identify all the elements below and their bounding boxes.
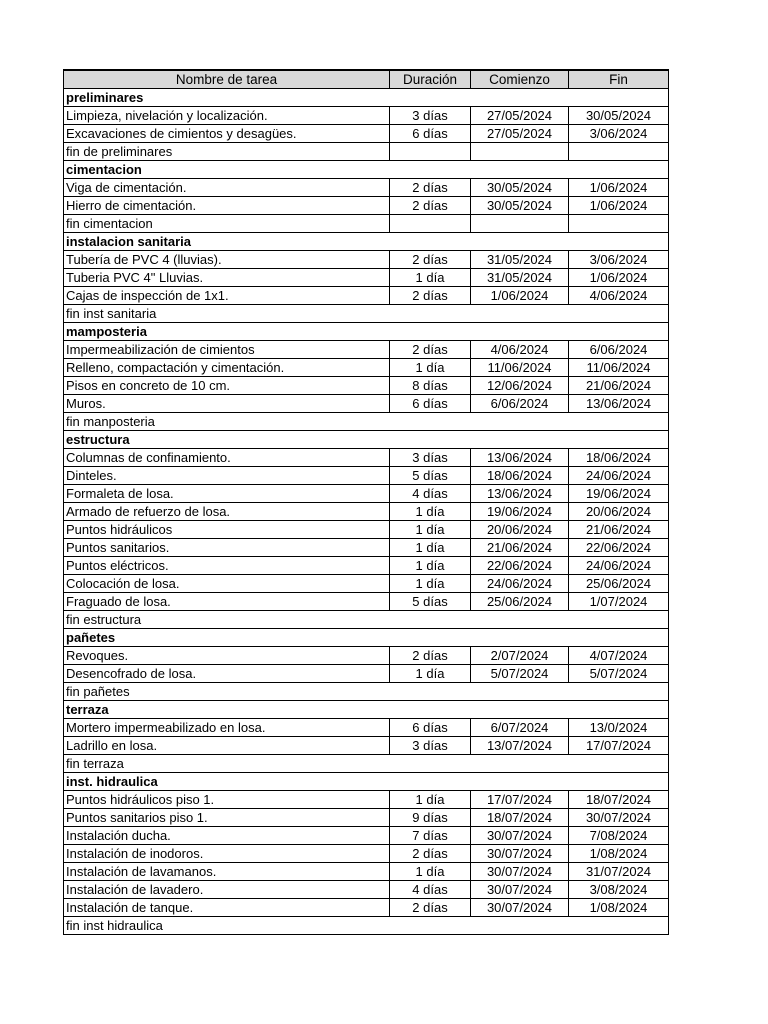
task-row (64, 647, 669, 665)
task-start-cell[interactable]: 18/06/2024 (471, 467, 569, 485)
task-duration-cell[interactable]: 1 día (390, 359, 471, 377)
task-name-cell[interactable]: Cajas de inspección de 1x1. (64, 287, 390, 305)
task-row (64, 359, 669, 377)
task-end-cell[interactable]: 18/06/2024 (569, 449, 669, 467)
section-end-row (64, 413, 669, 431)
task-start-cell[interactable]: 13/07/2024 (471, 737, 569, 755)
task-end-cell[interactable]: 1/08/2024 (569, 845, 669, 863)
task-duration-cell[interactable]: 6 días (390, 719, 471, 737)
task-name-cell[interactable]: Puntos sanitarios piso 1. (64, 809, 390, 827)
schedule-table (63, 69, 669, 935)
task-start-cell[interactable]: 19/06/2024 (471, 503, 569, 521)
task-start-cell[interactable]: 24/06/2024 (471, 575, 569, 593)
task-row (64, 341, 669, 359)
task-name-cell[interactable]: Instalación de lavamanos. (64, 863, 390, 881)
table-body (64, 89, 669, 935)
task-name-cell[interactable]: Instalación de inodoros. (64, 845, 390, 863)
task-duration-cell[interactable]: 2 días (390, 647, 471, 665)
task-row (64, 107, 669, 125)
task-name-cell[interactable]: Armado de refuerzo de losa. (64, 503, 390, 521)
task-name-cell[interactable]: Puntos hidráulicos (64, 521, 390, 539)
task-end-cell[interactable]: 21/06/2024 (569, 377, 669, 395)
task-name-cell[interactable]: Revoques. (64, 647, 390, 665)
task-duration-cell[interactable]: 4 días (390, 881, 471, 899)
section-title-cell[interactable]: mamposteria (64, 323, 669, 341)
task-duration-cell[interactable]: 3 días (390, 737, 471, 755)
task-end-cell[interactable]: 30/07/2024 (569, 809, 669, 827)
section-row (64, 89, 669, 107)
task-duration-cell[interactable]: 1 día (390, 863, 471, 881)
task-start-cell[interactable]: 31/05/2024 (471, 269, 569, 287)
task-end-cell[interactable]: 20/06/2024 (569, 503, 669, 521)
task-start-cell[interactable]: 17/07/2024 (471, 791, 569, 809)
empty-start-cell[interactable] (471, 215, 569, 233)
task-end-cell[interactable]: 13/06/2024 (569, 395, 669, 413)
task-row (64, 665, 669, 683)
task-name-cell[interactable]: Puntos eléctricos. (64, 557, 390, 575)
task-start-cell[interactable]: 30/05/2024 (471, 179, 569, 197)
task-start-cell[interactable]: 27/05/2024 (471, 125, 569, 143)
task-duration-cell[interactable]: 5 días (390, 593, 471, 611)
section-title-cell[interactable]: terraza (64, 701, 669, 719)
task-end-cell[interactable]: 4/06/2024 (569, 287, 669, 305)
task-duration-cell[interactable]: 2 días (390, 845, 471, 863)
task-name-cell[interactable]: Tubería de PVC 4 (lluvias). (64, 251, 390, 269)
task-start-cell[interactable]: 30/07/2024 (471, 899, 569, 917)
empty-duration-cell[interactable] (390, 143, 471, 161)
task-name-cell[interactable]: Excavaciones de cimientos y desagües. (64, 125, 390, 143)
task-row (64, 719, 669, 737)
task-duration-cell[interactable]: 1 día (390, 575, 471, 593)
section-end-cell[interactable]: fin inst hidraulica (64, 917, 669, 935)
task-duration-cell[interactable]: 2 días (390, 287, 471, 305)
task-row (64, 197, 669, 215)
task-name-cell[interactable]: Pisos en concreto de 10 cm. (64, 377, 390, 395)
task-start-cell[interactable]: 30/07/2024 (471, 827, 569, 845)
section-title-cell[interactable]: inst. hidraulica (64, 773, 669, 791)
task-name-cell[interactable]: Relleno, compactación y cimentación. (64, 359, 390, 377)
task-end-cell[interactable]: 11/06/2024 (569, 359, 669, 377)
section-end-row (64, 143, 669, 161)
header-row (64, 70, 669, 89)
task-start-cell[interactable]: 30/07/2024 (471, 881, 569, 899)
section-end-cell[interactable]: fin estructura (64, 611, 669, 629)
task-start-cell[interactable]: 30/07/2024 (471, 845, 569, 863)
task-start-cell[interactable]: 13/06/2024 (471, 449, 569, 467)
empty-end-cell[interactable] (569, 215, 669, 233)
task-start-cell[interactable]: 27/05/2024 (471, 107, 569, 125)
task-duration-cell[interactable]: 1 día (390, 791, 471, 809)
task-duration-cell[interactable]: 6 días (390, 395, 471, 413)
section-title-cell[interactable]: instalacion sanitaria (64, 233, 669, 251)
task-row (64, 287, 669, 305)
task-name-cell[interactable]: Viga de cimentación. (64, 179, 390, 197)
task-duration-cell[interactable]: 2 días (390, 197, 471, 215)
task-row (64, 575, 669, 593)
task-row (64, 737, 669, 755)
task-name-cell[interactable]: Hierro de cimentación. (64, 197, 390, 215)
task-row (64, 485, 669, 503)
task-end-cell[interactable]: 13/0/2024 (569, 719, 669, 737)
header-duration[interactable]: Duración (390, 70, 471, 89)
task-end-cell[interactable]: 22/06/2024 (569, 539, 669, 557)
task-row (64, 791, 669, 809)
section-end-cell[interactable]: fin inst sanitaria (64, 305, 669, 323)
task-start-cell[interactable]: 30/05/2024 (471, 197, 569, 215)
task-start-cell[interactable]: 25/06/2024 (471, 593, 569, 611)
task-duration-cell[interactable]: 1 día (390, 557, 471, 575)
task-name-cell[interactable]: Muros. (64, 395, 390, 413)
section-row (64, 629, 669, 647)
task-end-cell[interactable]: 18/07/2024 (569, 791, 669, 809)
task-row (64, 269, 669, 287)
task-row (64, 845, 669, 863)
task-row (64, 395, 669, 413)
header-start[interactable]: Comienzo (471, 70, 569, 89)
task-end-cell[interactable]: 6/06/2024 (569, 341, 669, 359)
task-end-cell[interactable]: 21/06/2024 (569, 521, 669, 539)
task-duration-cell[interactable]: 8 días (390, 377, 471, 395)
task-start-cell[interactable]: 18/07/2024 (471, 809, 569, 827)
task-end-cell[interactable]: 30/05/2024 (569, 107, 669, 125)
task-row (64, 449, 669, 467)
task-start-cell[interactable]: 22/06/2024 (471, 557, 569, 575)
task-duration-cell[interactable]: 1 día (390, 521, 471, 539)
task-name-cell[interactable]: Puntos hidráulicos piso 1. (64, 791, 390, 809)
task-name-cell[interactable]: Formaleta de losa. (64, 485, 390, 503)
task-name-cell[interactable]: Instalación de tanque. (64, 899, 390, 917)
task-row (64, 521, 669, 539)
task-start-cell[interactable]: 5/07/2024 (471, 665, 569, 683)
task-start-cell[interactable]: 30/07/2024 (471, 863, 569, 881)
task-end-cell[interactable]: 1/06/2024 (569, 269, 669, 287)
task-row (64, 593, 669, 611)
task-duration-cell[interactable]: 2 días (390, 341, 471, 359)
task-duration-cell[interactable]: 2 días (390, 179, 471, 197)
section-row (64, 161, 669, 179)
task-end-cell[interactable]: 19/06/2024 (569, 485, 669, 503)
task-row (64, 377, 669, 395)
task-start-cell[interactable]: 4/06/2024 (471, 341, 569, 359)
section-end-row (64, 305, 669, 323)
task-duration-cell[interactable]: 1 día (390, 665, 471, 683)
task-name-cell[interactable]: Mortero impermeabilizado en losa. (64, 719, 390, 737)
section-end-row (64, 611, 669, 629)
task-start-cell[interactable]: 11/06/2024 (471, 359, 569, 377)
section-end-cell[interactable]: fin manposteria (64, 413, 669, 431)
task-row (64, 809, 669, 827)
task-row (64, 539, 669, 557)
section-end-row (64, 755, 669, 773)
section-title-cell[interactable]: estructura (64, 431, 669, 449)
task-duration-cell[interactable]: 2 días (390, 899, 471, 917)
task-end-cell[interactable]: 24/06/2024 (569, 557, 669, 575)
task-name-cell[interactable]: Instalación ducha. (64, 827, 390, 845)
task-row (64, 251, 669, 269)
task-name-cell[interactable]: Colocación de losa. (64, 575, 390, 593)
section-row (64, 773, 669, 791)
task-end-cell[interactable]: 3/06/2024 (569, 251, 669, 269)
task-end-cell[interactable]: 3/06/2024 (569, 125, 669, 143)
task-row (64, 863, 669, 881)
task-row (64, 179, 669, 197)
task-start-cell[interactable]: 6/07/2024 (471, 719, 569, 737)
section-row (64, 701, 669, 719)
task-start-cell[interactable]: 12/06/2024 (471, 377, 569, 395)
section-end-row (64, 683, 669, 701)
task-name-cell[interactable]: Impermeabilización de cimientos (64, 341, 390, 359)
task-duration-cell[interactable]: 3 días (390, 107, 471, 125)
section-end-cell[interactable]: fin de preliminares (64, 143, 390, 161)
task-name-cell[interactable]: Instalación de lavadero. (64, 881, 390, 899)
task-start-cell[interactable]: 6/06/2024 (471, 395, 569, 413)
task-duration-cell[interactable]: 4 días (390, 485, 471, 503)
task-duration-cell[interactable]: 5 días (390, 467, 471, 485)
task-duration-cell[interactable]: 3 días (390, 449, 471, 467)
task-row (64, 125, 669, 143)
task-name-cell[interactable]: Tuberia PVC 4" Lluvias. (64, 269, 390, 287)
task-row (64, 557, 669, 575)
task-row (64, 899, 669, 917)
task-duration-cell[interactable]: 1 día (390, 539, 471, 557)
task-duration-cell[interactable]: 9 días (390, 809, 471, 827)
section-title-cell[interactable]: cimentacion (64, 161, 669, 179)
section-end-cell[interactable]: fin pañetes (64, 683, 669, 701)
section-end-cell[interactable]: fin cimentacion (64, 215, 390, 233)
task-name-cell[interactable]: Dinteles. (64, 467, 390, 485)
task-row (64, 503, 669, 521)
task-end-cell[interactable]: 1/06/2024 (569, 179, 669, 197)
task-row (64, 827, 669, 845)
task-name-cell[interactable]: Fraguado de losa. (64, 593, 390, 611)
task-end-cell[interactable]: 3/08/2024 (569, 881, 669, 899)
empty-duration-cell[interactable] (390, 215, 471, 233)
task-start-cell[interactable]: 21/06/2024 (471, 539, 569, 557)
task-start-cell[interactable]: 31/05/2024 (471, 251, 569, 269)
task-duration-cell[interactable]: 1 día (390, 269, 471, 287)
task-name-cell[interactable]: Puntos sanitarios. (64, 539, 390, 557)
task-name-cell[interactable]: Ladrillo en losa. (64, 737, 390, 755)
task-end-cell[interactable]: 1/07/2024 (569, 593, 669, 611)
task-end-cell[interactable]: 4/07/2024 (569, 647, 669, 665)
section-title-cell[interactable]: pañetes (64, 629, 669, 647)
section-row (64, 323, 669, 341)
empty-start-cell[interactable] (471, 143, 569, 161)
task-end-cell[interactable]: 7/08/2024 (569, 827, 669, 845)
task-end-cell[interactable]: 31/07/2024 (569, 863, 669, 881)
header-end[interactable]: Fin (569, 70, 669, 89)
task-row (64, 881, 669, 899)
task-duration-cell[interactable]: 1 día (390, 503, 471, 521)
task-duration-cell[interactable]: 7 días (390, 827, 471, 845)
task-end-cell[interactable]: 5/07/2024 (569, 665, 669, 683)
header-task-name[interactable]: Nombre de tarea (64, 70, 390, 89)
task-name-cell[interactable]: Columnas de confinamiento. (64, 449, 390, 467)
task-name-cell[interactable]: Desencofrado de losa. (64, 665, 390, 683)
section-row (64, 431, 669, 449)
task-start-cell[interactable]: 20/06/2024 (471, 521, 569, 539)
task-start-cell[interactable]: 2/07/2024 (471, 647, 569, 665)
section-end-row (64, 215, 669, 233)
task-duration-cell[interactable]: 6 días (390, 125, 471, 143)
task-start-cell[interactable]: 13/06/2024 (471, 485, 569, 503)
task-start-cell[interactable]: 1/06/2024 (471, 287, 569, 305)
section-end-cell[interactable]: fin terraza (64, 755, 669, 773)
task-end-cell[interactable]: 17/07/2024 (569, 737, 669, 755)
task-row (64, 467, 669, 485)
section-end-row (64, 917, 669, 935)
section-row (64, 233, 669, 251)
task-name-cell[interactable]: Limpieza, nivelación y localización. (64, 107, 390, 125)
task-end-cell[interactable]: 1/06/2024 (569, 197, 669, 215)
task-end-cell[interactable]: 24/06/2024 (569, 467, 669, 485)
task-duration-cell[interactable]: 2 días (390, 251, 471, 269)
section-title-cell[interactable]: preliminares (64, 89, 669, 107)
task-end-cell[interactable]: 25/06/2024 (569, 575, 669, 593)
task-end-cell[interactable]: 1/08/2024 (569, 899, 669, 917)
empty-end-cell[interactable] (569, 143, 669, 161)
